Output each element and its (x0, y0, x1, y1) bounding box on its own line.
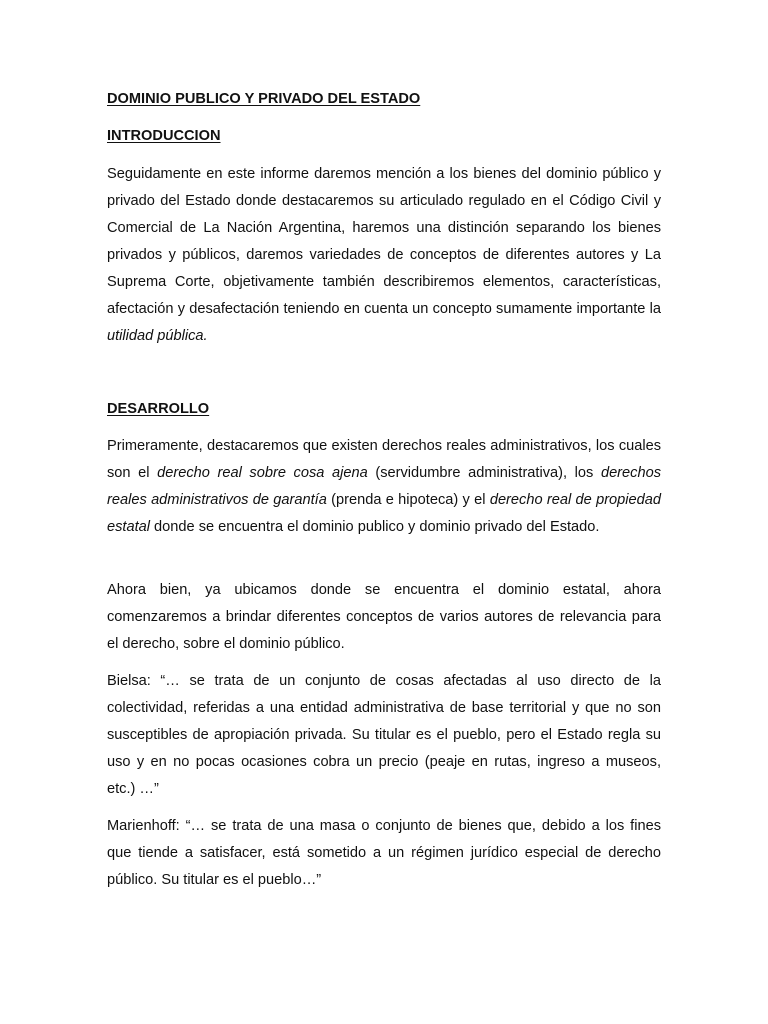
paragraph-desarrollo-1-italic-2: derechos reales administrativos de garantía (107, 465, 661, 508)
document-title: DOMINIO PUBLICO Y PRIVADO DEL ESTADO (107, 91, 421, 107)
paragraph-desarrollo-1 (107, 433, 661, 541)
paragraph-desarrollo-2: Ahora bien, ya ubicamos donde se encuentra el dominio estatal, ahora comenzaremos a brindar diferentes conceptos de varios autores de relevancia para el derecho, sobre el dominio público. (107, 582, 661, 652)
paragraph-desarrollo-1-text-3: (prenda e hipoteca) y el (326, 492, 490, 508)
paragraph-desarrollo-1-italic-3: derecho real de propiedad estatal (107, 492, 661, 535)
paragraph-introduccion-text: Seguidamente en este informe daremos mención a los bienes del dominio público y privado del Estado donde destacaremos su articulado regulado en el Código Civil y Comercial de La Nación Argentina, haremos una distinción separando los bienes privados y públicos, daremos variedades de conceptos de diferentes autores y La Suprema Corte, objetivamente también describiremos elementos, características, afectación y desafectación teniendo en cuenta un concepto sumamente importante la (107, 166, 661, 317)
paragraph-desarrollo-1-text-1: Primeramente, destacaremos que existen derechos reales administrativos, los cuales son el (107, 438, 661, 481)
paragraph-marienhoff-quote: Marienhoff: “… se trata de una masa o conjunto de bienes que, debido a los fines que tiende a satisfacer, está sometido a un régimen jurídico especial de derecho público. Su titular es el pueblo…” (107, 818, 661, 888)
heading-introduccion: INTRODUCCION (107, 128, 221, 144)
paragraph-bielsa-quote: Bielsa: “… se trata de un conjunto de cosas afectadas al uso directo de la colectividad, referidas a una entidad administrativa de base territorial y que no son susceptibles de apropiación privada. Su titular es el pueblo, pero el Estado regla su uso y en no pocas ocasiones cobra un precio (peaje en rutas, ingreso a museos, etc.) …” (107, 673, 661, 797)
paragraph-introduccion (107, 161, 661, 350)
paragraph-desarrollo-1-italic-1: derecho real sobre cosa ajena (157, 465, 368, 481)
paragraph-introduccion-italic: utilidad pública. (107, 328, 208, 344)
heading-desarrollo: DESARROLLO (107, 401, 210, 417)
paragraph-desarrollo-1-text-4: donde se encuentra el dominio publico y dominio privado del Estado. (150, 519, 600, 535)
paragraph-desarrollo-1-text-2: (servidumbre administrativa), los (367, 465, 601, 481)
